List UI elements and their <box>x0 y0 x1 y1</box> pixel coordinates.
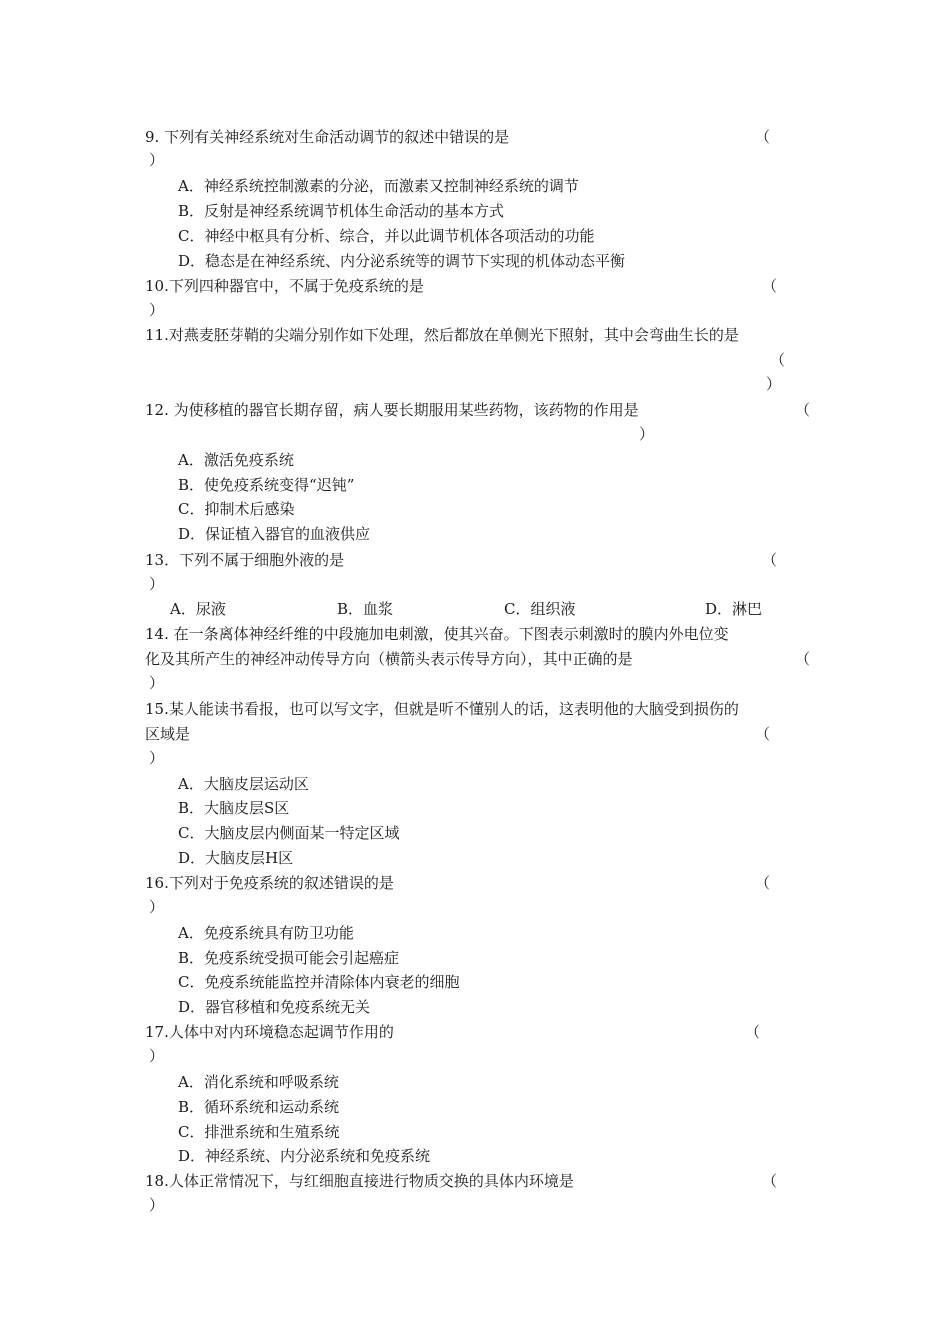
question-17-stem: 17.人体中对内环境稳态起调节作用的 <box>145 1023 394 1041</box>
question-16-option-b: B．免疫系统受损可能会引起癌症 <box>178 949 400 967</box>
answer-paren-close: ） <box>149 1196 165 1214</box>
question-9-option-b: B．反射是神经系统调节机体生命活动的基本方式 <box>178 202 505 220</box>
answer-paren-open: （ <box>762 277 778 295</box>
question-13-option-a: A．尿液 <box>170 600 226 618</box>
answer-paren-close: ） <box>149 301 165 319</box>
question-15-stem-line1: 15.某人能读书看报，也可以写文字，但就是听不懂别人的话，这表明他的大脑受到损伤的 <box>145 700 739 718</box>
question-15-option-d: D．大脑皮层H区 <box>178 849 294 867</box>
question-17-option-c: C．排泄系统和生殖系统 <box>178 1123 340 1141</box>
question-17-option-b: B．循环系统和运动系统 <box>178 1098 340 1116</box>
question-15-option-a: A．大脑皮层运动区 <box>178 775 309 793</box>
question-10-stem: 10.下列四种器官中，不属于免疫系统的是 <box>145 277 424 295</box>
question-18-stem: 18.人体正常情况下，与红细胞直接进行物质交换的具体内环境是 <box>145 1172 574 1190</box>
answer-paren-open: （ <box>745 1023 761 1041</box>
question-9-option-d: D．稳态是在神经系统、内分泌系统等的调节下实现的机体动态平衡 <box>178 252 626 270</box>
question-16-option-c: C．免疫系统能监控并清除体内衰老的细胞 <box>178 973 460 991</box>
question-9-option-c: C．神经中枢具有分析、综合，并以此调节机体各项活动的功能 <box>178 227 595 245</box>
question-12-option-d: D．保证植入器官的血液供应 <box>178 525 371 543</box>
answer-paren-close: ） <box>149 749 165 767</box>
answer-paren-close: ） <box>149 575 165 593</box>
question-16-option-a: A．免疫系统具有防卫功能 <box>178 924 354 942</box>
question-9-stem: 9. 下列有关神经系统对生命活动调节的叙述中错误的是 <box>145 128 510 146</box>
answer-paren-open: （ <box>795 401 811 419</box>
question-11-stem: 11.对燕麦胚芽鞘的尖端分别作如下处理，然后都放在单侧光下照射，其中会弯曲生长的是 <box>145 326 739 344</box>
question-16-option-d: D．器官移植和免疫系统无关 <box>178 998 371 1016</box>
answer-paren-close: ） <box>149 674 165 692</box>
question-12-stem: 12. 为使移植的器官长期存留，病人要长期服用某些药物，该药物的作用是 <box>145 401 639 419</box>
answer-paren-close: ） <box>766 375 782 393</box>
question-14-stem-line2: 化及其所产生的神经冲动传导方向（横箭头表示传导方向），其中正确的是 <box>145 650 633 668</box>
answer-paren-open: （ <box>795 650 811 668</box>
question-12-option-b: B．使免疫系统变得“迟钝” <box>178 476 355 494</box>
answer-paren-open: （ <box>770 351 786 369</box>
question-12-option-a: A．激活免疫系统 <box>178 451 294 469</box>
question-13-option-b: B．血浆 <box>337 600 394 618</box>
question-13-option-c: C．组织液 <box>504 600 576 618</box>
question-17-option-d: D．神经系统、内分泌系统和免疫系统 <box>178 1147 431 1165</box>
answer-paren-open: （ <box>762 1172 778 1190</box>
question-16-stem: 16.下列对于免疫系统的叙述错误的是 <box>145 874 394 892</box>
question-17-option-a: A．消化系统和呼吸系统 <box>178 1073 339 1091</box>
question-13-stem: 13．下列不属于细胞外液的是 <box>145 551 345 569</box>
question-15-option-b: B．大脑皮层S区 <box>178 799 290 817</box>
answer-paren-close: ） <box>639 425 655 443</box>
question-13-option-d: D．淋巴 <box>705 600 763 618</box>
answer-paren-close: ） <box>149 1047 165 1065</box>
answer-paren-open: （ <box>755 725 771 743</box>
question-15-stem-line2: 区域是 <box>145 725 191 743</box>
answer-paren-open: （ <box>762 551 778 569</box>
answer-paren-close: ） <box>149 151 165 169</box>
answer-paren-open: （ <box>755 128 771 146</box>
question-15-option-c: C．大脑皮层内侧面某一特定区域 <box>178 824 400 842</box>
question-12-option-c: C．抑制术后感染 <box>178 500 295 518</box>
question-14-stem-line1: 14. 在一条离体神经纤维的中段施加电刺激，使其兴奋。下图表示刺激时的膜内外电位变 <box>145 625 729 643</box>
question-9-option-a: A．神经系统控制激素的分泌，而激素又控制神经系统的调节 <box>178 177 579 195</box>
answer-paren-open: （ <box>755 874 771 892</box>
answer-paren-close: ） <box>149 898 165 916</box>
